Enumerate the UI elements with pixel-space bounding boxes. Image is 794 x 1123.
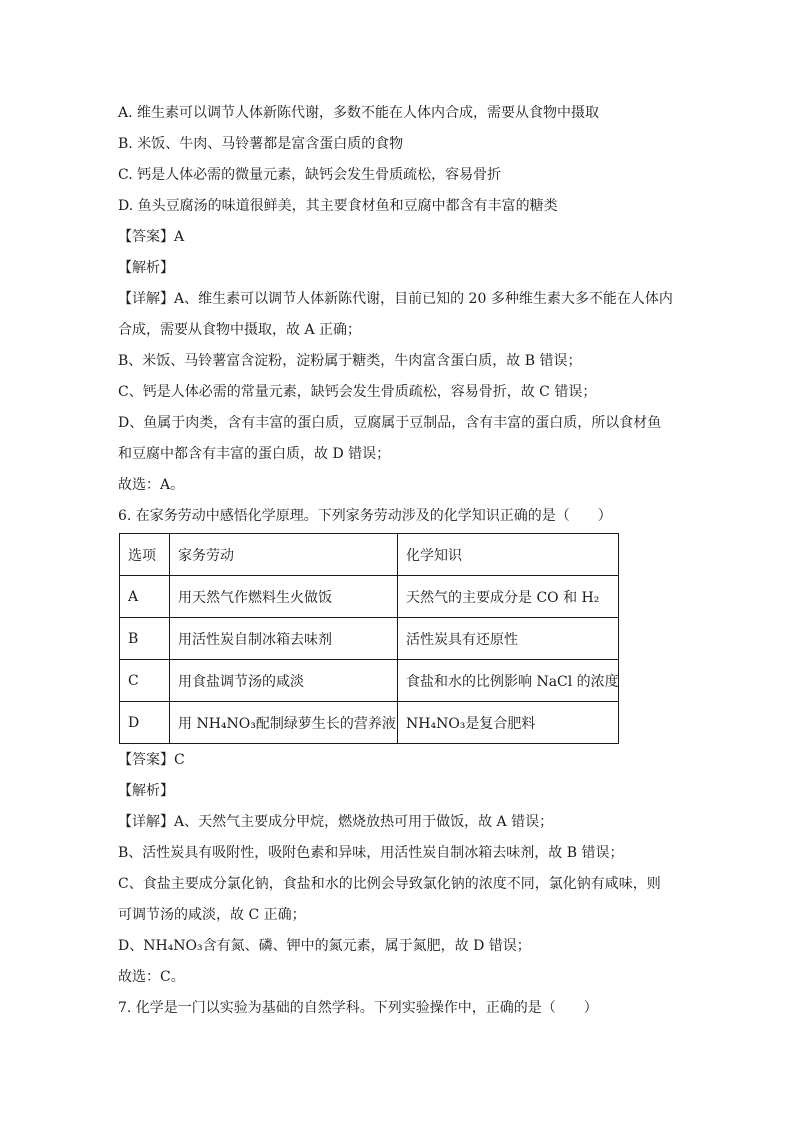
detail-line: C、钙是人体必需的常量元素，缺钙会发生骨质疏松，容易骨折，故 C 错误；: [118, 384, 597, 400]
detail-line: 【详解】A、维生素可以调节人体新陈代谢，目前已知的 20 多种维生素大多不能在人体内: [118, 291, 673, 307]
table-header-row: [120, 534, 619, 576]
table-header-cell: 选项: [120, 534, 170, 576]
detail-line: 合成，需要从食物中摄取，故 A 正确；: [118, 322, 362, 338]
detail-line: D、鱼属于肉类，含有丰富的蛋白质，豆腐属于豆制品，含有丰富的蛋白质，所以食材鱼: [118, 415, 662, 431]
table-cell: 用 NH₄NO₃配制绿萝生长的营养液: [170, 702, 398, 744]
option-a: A. 维生素可以调节人体新陈代谢，多数不能在人体内合成，需要从食物中摄取: [118, 105, 600, 121]
conclusion-line: 故选：A。: [118, 477, 185, 493]
detail-line: C、食盐主要成分氯化钠，食盐和水的比例会导致氯化钠的浓度不同，氯化钠有咸味，则: [118, 876, 661, 892]
answer-label: 【答案】A: [118, 229, 185, 245]
detail-line: B、米饭、马铃薯富含淀粉，淀粉属于糖类，牛肉富含蛋白质，故 B 错误；: [118, 353, 582, 369]
table-row: [120, 618, 619, 660]
table-header-cell: 家务劳动: [170, 534, 398, 576]
detail-line: B、活性炭具有吸附性，吸附色素和异味，用活性炭自制冰箱去味剂，故 B 错误；: [118, 845, 624, 861]
answer-label: 【答案】C: [118, 752, 185, 768]
table-cell: A: [120, 576, 170, 618]
table-row: [120, 660, 619, 702]
conclusion-line: 故选：C。: [118, 969, 185, 985]
question-6: 6. 在家务劳动中感悟化学原理。下列家务劳动涉及的化学知识正确的是（ ）: [118, 508, 612, 524]
table-cell: 用活性炭自制冰箱去味剂: [170, 618, 398, 660]
table-cell: C: [120, 660, 170, 702]
table-cell: 天然气的主要成分是 CO 和 H₂: [398, 576, 619, 618]
question-7: 7. 化学是一门以实验为基础的自然学科。下列实验操作中，正确的是（ ）: [118, 1000, 598, 1016]
detail-line: D、NH₄NO₃含有氮、磷、钾中的氮元素，属于氮肥，故 D 错误；: [118, 938, 531, 954]
detail-line: 可调节汤的咸淡，故 C 正确；: [118, 907, 306, 923]
analysis-label: 【解析】: [118, 260, 174, 276]
table-cell: B: [120, 618, 170, 660]
table-cell: D: [120, 702, 170, 744]
table-cell: 用食盐调节汤的咸淡: [170, 660, 398, 702]
option-c: C. 钙是人体必需的微量元素，缺钙会发生骨质疏松，容易骨折: [118, 167, 502, 183]
table-cell: 用天然气作燃料生火做饭: [170, 576, 398, 618]
table-cell: 食盐和水的比例影响 NaCl 的浓度: [398, 660, 619, 702]
table-row: [120, 576, 619, 618]
table-cell: NH₄NO₃是复合肥料: [398, 702, 619, 744]
detail-line: 【详解】A、天然气主要成分甲烷，燃烧放热可用于做饭，故 A 错误；: [118, 814, 554, 830]
option-d: D. 鱼头豆腐汤的味道很鲜美，其主要食材鱼和豆腐中都含有丰富的糖类: [118, 198, 558, 214]
table-row: [120, 702, 619, 744]
table-cell: 活性炭具有还原性: [398, 618, 619, 660]
option-b: B. 米饭、牛肉、马铃薯都是富含蛋白质的食物: [118, 136, 404, 152]
detail-line: 和豆腐中都含有丰富的蛋白质，故 D 错误；: [118, 446, 391, 462]
chores-chemistry-table: [119, 533, 619, 744]
analysis-label: 【解析】: [118, 783, 174, 799]
table-header-cell: 化学知识: [398, 534, 619, 576]
